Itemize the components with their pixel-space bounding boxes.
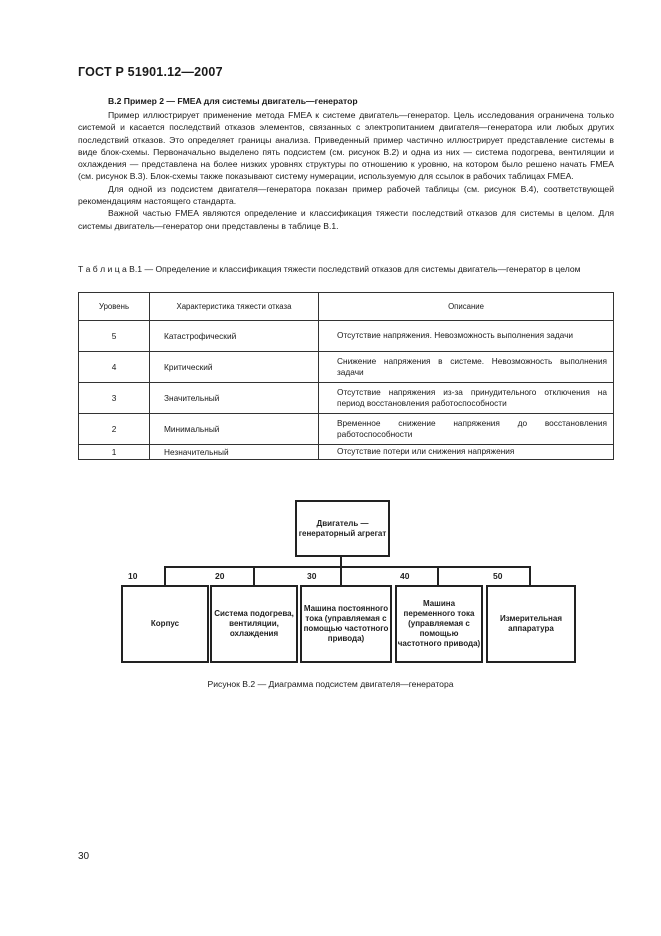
subsystem-box: Машина постоянного тока (управляемая с помощью частотного привода): [300, 585, 392, 663]
figure-caption: Рисунок В.2 — Диаграмма подсистем двигателя—генератора: [207, 679, 454, 689]
page-number: 30: [78, 851, 90, 862]
subsystem-number: 20: [215, 571, 225, 581]
description-cell: Отсутствие потери или снижения напряжения: [319, 445, 614, 460]
characteristic-cell: Катастрофический: [150, 321, 319, 352]
subsystem-box: Машина переменного тока (управляемая с помощью частотного привода): [395, 585, 483, 663]
connector-line: [340, 566, 342, 586]
description-cell: Отсутствие напряжения из-за принудительного отключения на период восстановления работоспособности: [319, 383, 614, 414]
column-header-description: Описание: [319, 293, 614, 321]
severity-table: [78, 292, 614, 460]
column-header-characteristic: Характеристика тяжести отказа: [150, 293, 319, 321]
subsystem-box: Корпус: [121, 585, 209, 663]
connector-line: [164, 566, 166, 586]
table-row: [79, 414, 614, 445]
subsystem-number: 30: [307, 571, 317, 581]
table-row: [79, 383, 614, 414]
table-row: [79, 321, 614, 352]
paragraph: Для одной из подсистем двигателя—генератора показан пример рабочей таблицы (см. рисунок В.4), соответствующей рекомендациям настоящего стандарта.: [78, 183, 614, 207]
subsystem-number: 40: [400, 571, 410, 581]
paragraph: Важной частью FMEA являются определение и классификация тяжести последствий отказов для системы в целом. Для системы двигатель—генератор они представлены в таблице В.1.: [78, 208, 614, 231]
subsystem-number: 50: [493, 571, 503, 581]
connector-line: [164, 566, 531, 568]
characteristic-cell: Минимальный: [150, 414, 319, 445]
table-caption: Т а б л и ц а В.1 — Определение и классификация тяжести последствий отказов для системы двигатель—генератор в целом: [78, 264, 581, 274]
characteristic-cell: Критический: [150, 352, 319, 383]
document-header: ГОСТ Р 51901.12—2007: [78, 65, 223, 79]
diagram-top-box: Двигатель — генераторный агрегат: [295, 500, 390, 557]
connector-line: [529, 566, 531, 586]
description-cell: Снижение напряжения в системе. Невозможность выполнения задачи: [319, 352, 614, 383]
paragraph: Пример иллюстрирует применение метода FMEA к системе двигатель—генератор. Цель исследования ограничена только системой и касается последствий отказов элементов, связанных с электропитанием двигателя—генератора или любых других последствий отказов. Это определяет границы анализа. Приведенный пример частично иллюстрирует представление системы в виде блок-схемы. Первоначально выделено пять подсистем (см. рисунок В.2) и одна из них — система подогрева, вентиляции и охлаждения — представлена на более низких уровнях структуры по отношению к уровню, на котором было решено начать FMEA (см. рисунок В.3). Блок-схемы также показывают систему нумерации, используемую для ссылок в рабочих таблицах FMEA.: [78, 110, 614, 182]
level-cell: 1: [79, 445, 150, 460]
subsystem-number: 10: [128, 571, 138, 581]
level-cell: 5: [79, 321, 150, 352]
table-row: [79, 445, 614, 460]
body-text: [78, 109, 614, 232]
description-cell: Отсутствие напряжения. Невозможность выполнения задачи: [319, 321, 614, 352]
characteristic-cell: Значительный: [150, 383, 319, 414]
subsystem-box: Измерительная аппаратура: [486, 585, 576, 663]
characteristic-cell: Незначительный: [150, 445, 319, 460]
column-header-level: Уровень: [79, 293, 150, 321]
table-header-row: [79, 293, 614, 321]
level-cell: 2: [79, 414, 150, 445]
level-cell: 3: [79, 383, 150, 414]
level-cell: 4: [79, 352, 150, 383]
description-cell: Временное снижение напряжения до восстановления работоспособности: [319, 414, 614, 445]
subsystem-box: Система подогрева, вентиляции, охлаждения: [210, 585, 298, 663]
connector-line: [253, 566, 255, 586]
connector-line: [437, 566, 439, 586]
section-title: В.2 Пример 2 — FMEA для системы двигатель—генератор: [108, 96, 358, 106]
table-row: [79, 352, 614, 383]
